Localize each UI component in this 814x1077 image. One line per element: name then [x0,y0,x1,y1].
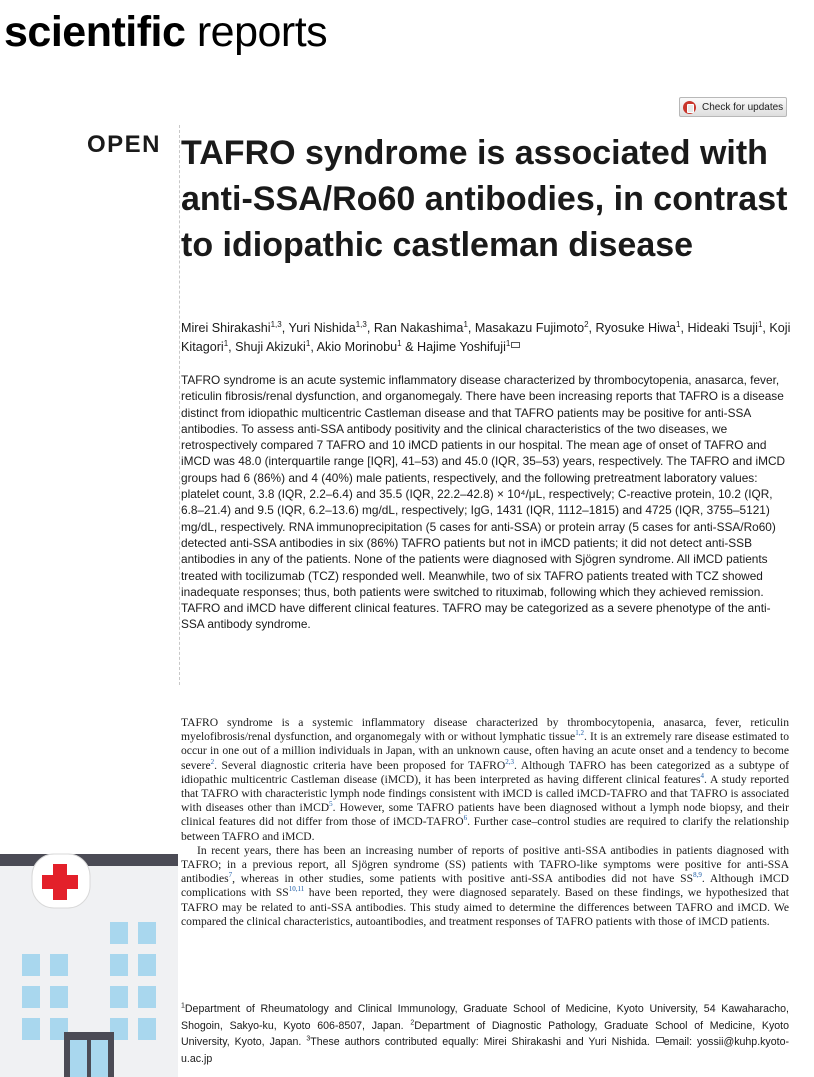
text-run: Department of Rheumatology and Clinical Immunology, Graduate School of Medicine, Kyoto University, 54 Kawaharacho, Shogoin, Sakyo-ku, Kyoto 606-8507, Japan. [181,1003,789,1032]
author-name[interactable]: Ryosuke Hiwa [595,321,677,335]
email-icon[interactable] [511,342,520,348]
window-pane [22,954,40,976]
citation-ref[interactable]: 3 [306,1035,311,1043]
door-panel-right [91,1040,108,1077]
author-affiliation: 1 [757,319,763,329]
author-name[interactable]: Ran Nakashima [373,321,464,335]
text-run: . Several diagnostic criteria have been proposed for TAFRO [214,758,506,772]
author-affiliation: 1 [397,338,402,348]
citation-ref[interactable]: 2 [410,1018,415,1026]
open-access-label: OPEN [87,131,162,158]
body-paragraph-1 [181,716,789,844]
window-pane [138,922,156,944]
text-run: have been reported, they were diagnosed separately. Based on these findings, we hypothesized that TAFRO may be related to anti-SSA antibodies. This study aimed to determine the differences between TAFRO and iMCD. We compared the clinical characteristics, autoantibodies, and treatment responses of TAFRO patients with those of iMCD patients. [181,886,790,928]
author-separator: , [228,340,236,354]
author-name[interactable]: Akio Morinobu [316,340,398,354]
author-list [181,319,796,357]
check-for-updates-label: Check for updates [702,101,784,113]
text-run: . A study reported that TAFRO with characteristic lymph node findings consistent with iMCD is called iMCD-TAFRO and that TAFRO is associated with diseases other than iMCD [181,772,790,815]
author-name[interactable]: Yuri Nishida [288,321,356,335]
margin-rule [179,125,180,685]
body-paragraph-2 [181,844,789,929]
hospital-building-icon [0,850,178,1077]
door-panel-left [70,1040,87,1077]
author-name[interactable]: Hideaki Tsuji [687,321,758,335]
text-run: . However, some TAFRO patients have been diagnosed without a lymph node biopsy, and their clinical features did not differ from those of iMCD-TAFRO [181,801,789,829]
author-name[interactable]: Koji Kitagori [181,321,791,354]
journal-name-bold: scientific [4,8,186,56]
author-affiliation: 1 [463,319,468,329]
text-run: , whereas in other studies, some patients with positive anti-SSA antibodies did not have SS [232,872,694,886]
journal-name-light: reports [185,8,328,56]
text-run: . Although iMCD complications with SS [181,872,789,900]
citation-ref[interactable]: 7 [228,871,233,880]
crossmark-icon [683,101,696,114]
author-separator: , [588,321,596,335]
author-affiliation: 1,3 [355,319,367,329]
author-separator: & [401,340,417,354]
hospital-roof [0,854,178,866]
article-title: TAFRO syndrome is associated with anti-SSA/Ro60 antibodies, in contrast to idiopathic castleman disease [181,134,788,264]
author-affiliation: 1 [676,319,681,329]
citation-ref[interactable]: 1 [181,1002,185,1010]
affiliations [181,1001,789,1067]
author-affiliation: 1 [305,338,311,348]
author-affiliation: 2 [584,319,589,329]
author-separator: , [281,321,289,335]
author-separator: , [366,321,374,335]
author-affiliation: 1,3 [270,319,282,329]
window-pane [138,1018,156,1040]
abstract: TAFRO syndrome is an acute systemic inflammatory disease characterized by thrombocytopenia, anasarca, fever, reticulin fibrosis/renal dysfunction, and organomegaly. There have been increasing reports that TAFRO is a disease distinct from idiopathic multicentric Castleman disease and that TAFRO patients may be positive for anti-SSA antibodies. To assess anti-SSA antibody positivity and the clinical characteristics of the two diseases, we retrospectively compared 7 TAFRO and 10 iMCD patients in our hospital. The mean age of onset of TAFRO and iMCD was 48.0 (interquartile range [IQR], 41–53) and 45.0 (IQR, 35–53) years, respectively. The TAFRO and iMCD groups had 6 (86%) and 4 (40%) male patients, respectively, and the following pretreatment laboratory values: platelet count, 3.8 (IQR, 2.2–6.4) and 35.5 (IQR, 22.2–42.8) × 10⁴/μL, respectively; C-reactive protein, 10.2 (IQR, 6.8–21.4) and 9.5 (IQR, 6.2–13.6) mg/dL, respectively; IgG, 1431 (IQR, 1112–1815) and 4725 (IQR, 3755–5121) mg/dL, respectively. RNA immunoprecipitation (5 cases for anti-SSA) or protein array (5 cases for anti-SSA/Ro60) detected anti-SSA antibodies in six (86%) TAFRO patients but not in iMCD patients; it did not detect anti-SSB antibodies in any of the patients. None of the patients were diagnosed with Sjögren syndrome. All iMCD patients treated with tocilizumab (TCZ) responded well. Meanwhile, two of six TAFRO patients treated with TCZ showed inadequate responses; thus, both patients were switched to rituximab, following which they achieved remission. TAFRO and iMCD have different clinical features. TAFRO may be categorized as a severe phenotype of the anti-SSA antibody syndrome. [181,373,786,632]
author-affiliation: 1 [223,338,229,348]
text-run: . Further case–control studies are required to clarify the relationship between TAFRO and iMCD. [181,815,790,843]
text-run: TAFRO syndrome is a systemic inflammatory disease characterized by thrombocytopenia, anasarca, fever, reticulin myelofibrosis/renal dysfunction, and organomegaly with or without lymphatic tissue [181,716,789,744]
citation-ref[interactable]: 4 [700,771,705,780]
text-run: email: yossii@kuhp.kyoto-u.ac.jp [181,1036,789,1065]
author-separator: , [467,321,475,335]
author-separator: , [680,321,688,335]
text-run: . It is an extremely rare disease estimated to occur in one out of a million individuals in Japan, with an unknown cause, often having an acute onset and a tendency to become severe [181,730,789,772]
window-pane [22,1018,40,1040]
citation-ref[interactable]: 6 [463,814,468,823]
window-pane [138,986,156,1008]
author-separator: , [310,340,317,354]
text-run: These authors contributed equally: Mirei Shirakashi and Yuri Nishida. [310,1036,655,1048]
citation-ref[interactable]: 2,3 [505,757,514,766]
check-for-updates-button[interactable] [679,97,787,117]
window-pane [110,986,128,1008]
author-name[interactable]: Masakazu Fujimoto [474,321,585,335]
citation-ref[interactable]: 2 [210,757,215,766]
journal-logo [4,6,327,58]
article-body [181,716,789,929]
author-name[interactable]: Mirei Shirakashi [181,321,271,335]
window-pane [50,986,68,1008]
author-affiliation: 1 [505,338,511,348]
text-run: In recent years, there has been an increasing number of reports of positive anti-SSA antibodies in patients diagnosed with TAFRO; in a previous report, all Sjögren syndrome (SS) patients with TAFRO-like symptoms were positive for anti-SSA antibodies [181,843,789,886]
citation-ref[interactable]: 5 [329,800,333,809]
window-pane [22,986,40,1008]
email-icon [656,1037,664,1043]
window-pane [110,954,128,976]
citation-ref[interactable]: 8,9 [693,871,702,880]
text-run: . Although TAFRO has been categorized as a subtype of idiopathic multicentric Castleman disease (iMCD), it has been interpreted as having different clinical features [181,758,789,786]
author-name[interactable]: Shuji Akizuki [235,340,306,354]
window-pane [138,954,156,976]
author-separator: , [762,321,770,335]
text-run: Department of Diagnostic Pathology, Graduate School of Medicine, Kyoto University, Kyoto, Japan. [181,1019,789,1048]
citation-ref[interactable]: 1,2 [575,729,584,738]
window-pane [110,922,128,944]
author-name[interactable]: Hajime Yoshifuji [417,340,506,354]
red-cross-bar [42,875,78,889]
citation-ref[interactable]: 10,11 [288,885,305,894]
window-pane [50,954,68,976]
